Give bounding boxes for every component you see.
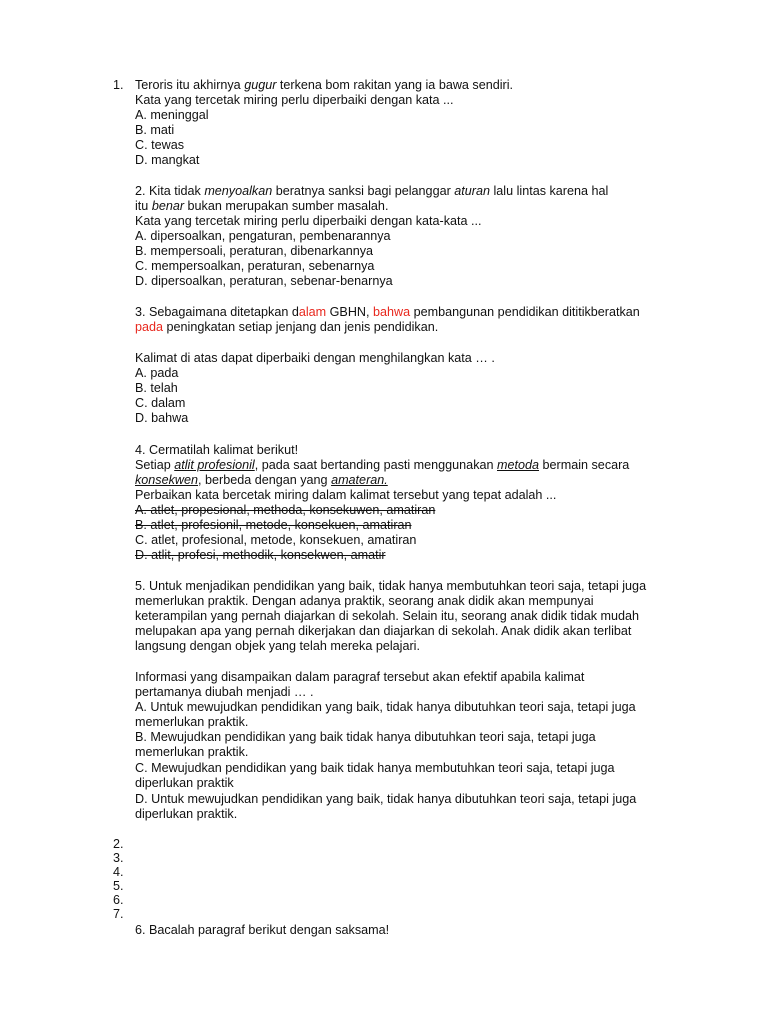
q5-paragraph-line1: 5. Untuk menjadikan pendidikan yang baik, tidak hanya membutuhkan teori saja, tetapi juga [135,579,647,593]
q2-option-d: D. dipersoalkan, peraturan, sebenar-benarnya [135,274,393,288]
empty-list-item-6: 6. [113,893,124,907]
q4-italic-word-3: konsekwen [135,473,199,487]
q1-text-2: terkena bom rakitan yang ia bawa sendiri. [276,78,514,92]
q5-option-a-line1: A. Untuk mewujudkan pendidikan yang baik, tidak hanya dibutuhkan teori saja, tetapi juga [135,700,636,714]
q5-option-b-line1: B. Mewujudkan pendidikan yang baik tidak hanya dibutuhkan teori saja, tetapi juga [135,730,596,744]
empty-list-item-7: 7. [113,907,124,921]
q2-sentence-line2 [135,199,388,214]
q1-text-1: Teroris itu akhirnya [135,78,245,92]
q5-paragraph-line4: melupakan apa yang pernah dikerjakan dan diajarkan di sekolah. Anak didik akan terlibat [135,624,632,638]
q4-option-d: D. atlit, profesi, methodik, konsekwen, amatir [135,548,386,562]
empty-list-item-2: 2. [113,837,124,851]
q4-option-a: A. atlet, propesional, methoda, konsekuwen, amatiran [135,503,436,517]
q4-sentence-line1 [135,458,629,473]
q2-italic-word-3: benar [151,199,185,213]
q3-instruction: Kalimat di atas dapat diperbaiki dengan menghilangkan kata … . [135,351,495,365]
q3-option-b: B. telah [135,381,178,395]
q2-text-4: itu [135,199,152,213]
q4-text-2: , pada saat bertanding pasti menggunakan [254,458,497,472]
empty-list-item-5: 5. [113,879,124,893]
q1-option-a: A. meninggal [135,108,209,122]
q1-option-c: C. tewas [135,138,184,152]
q1-italic-word: gugur [244,78,277,92]
q4-option-c: C. atlet, profesional, metode, konsekuen, amatiran [135,533,417,547]
q2-text-3: lalu lintas karena hal [490,184,609,198]
q2-text-2: beratnya sanksi bagi pelanggar [272,184,455,198]
q3-highlight-alam: alam [298,305,327,319]
q3-highlight-pada: pada [135,320,164,334]
q4-sentence-line2 [135,473,388,488]
q4-title: 4. Cermatilah kalimat berikut! [135,443,299,457]
q4-text-1: Setiap [135,458,175,472]
q2-instruction: Kata yang tercetak miring perlu diperbaiki dengan kata-kata ... [135,214,482,228]
q5-question-line1: Informasi yang disampaikan dalam paragraf tersebut akan efektif apabila kalimat [135,670,585,684]
q5-option-d-line1: D. Untuk mewujudkan pendidikan yang baik, tidak hanya dibutuhkan teori saja, tetapi juga [135,792,637,806]
q3-option-c: C. dalam [135,396,186,410]
q1-option-d: D. mangkat [135,153,200,167]
q5-question-line2: pertamanya diubah menjadi … . [135,685,314,699]
q1-instruction: Kata yang tercetak miring perlu diperbaiki dengan kata ... [135,93,454,107]
q5-option-d-line2: diperlukan praktik. [135,807,238,821]
q3-option-d: D. bahwa [135,411,189,425]
q3-sentence-line1 [135,305,640,320]
q5-option-b-line2: memerlukan praktik. [135,745,249,759]
q3-sentence-line2 [135,320,438,335]
q5-paragraph-line5: langsung dengan objek yang telah mereka pelajari. [135,639,420,653]
q2-italic-word-1: menyoalkan [204,184,273,198]
q5-paragraph-line2: memerlukan praktik. Dengan adanya praktik, seorang anak didik akan mempunyai [135,594,594,608]
q1-sentence [135,78,513,93]
q4-text-4: , berbeda dengan yang [198,473,332,487]
q4-instruction: Perbaikan kata bercetak miring dalam kalimat tersebut yang tepat adalah ... [135,488,557,502]
q3-text-3: pembangunan pendidikan dititikberatkan [410,305,640,319]
q4-italic-word-4: amateran. [331,473,388,487]
q4-italic-word-2: metoda [497,458,540,472]
q4-text-3: bermain secara [539,458,630,472]
q6-title: 6. Bacalah paragraf berikut dengan saksama! [135,923,390,937]
q4-option-b: B. atlet, profesionil, metode, konsekuen, amatiran [135,518,412,532]
q3-text-2: GBHN, [326,305,374,319]
q5-paragraph-line3: keterampilan yang pernah diajarkan di sekolah. Selain itu, seorang anak didik tidak mudah [135,609,640,623]
q2-option-b: B. mempersoali, peraturan, dibenarkannya [135,244,374,258]
q4-italic-word-1: atlit profesionil [174,458,255,472]
q1-number: 1. [113,78,124,92]
q2-option-a: A. dipersoalkan, pengaturan, pembenarannya [135,229,391,243]
q2-text-1: 2. Kita tidak [135,184,205,198]
q1-option-b: B. mati [135,123,175,137]
q3-highlight-bahwa: bahwa [373,305,411,319]
q2-sentence-line1 [135,184,608,199]
q2-text-5: bukan merupakan sumber masalah. [184,199,389,213]
q5-option-c-line1: C. Mewujudkan pendidikan yang baik tidak hanya membutuhkan teori saja, tetapi juga [135,761,615,775]
empty-list-item-4: 4. [113,865,124,879]
q3-text-1: 3. Sebagaimana ditetapkan d [135,305,299,319]
q5-option-c-line2: diperlukan praktik [135,776,234,790]
q2-italic-word-2: aturan [454,184,490,198]
empty-list-item-3: 3. [113,851,124,865]
q5-option-a-line2: memerlukan praktik. [135,715,249,729]
q3-option-a: A. pada [135,366,179,380]
q2-option-c: C. mempersoalkan, peraturan, sebenarnya [135,259,375,273]
q3-text-4: peningkatan setiap jenjang dan jenis pendidikan. [163,320,439,334]
